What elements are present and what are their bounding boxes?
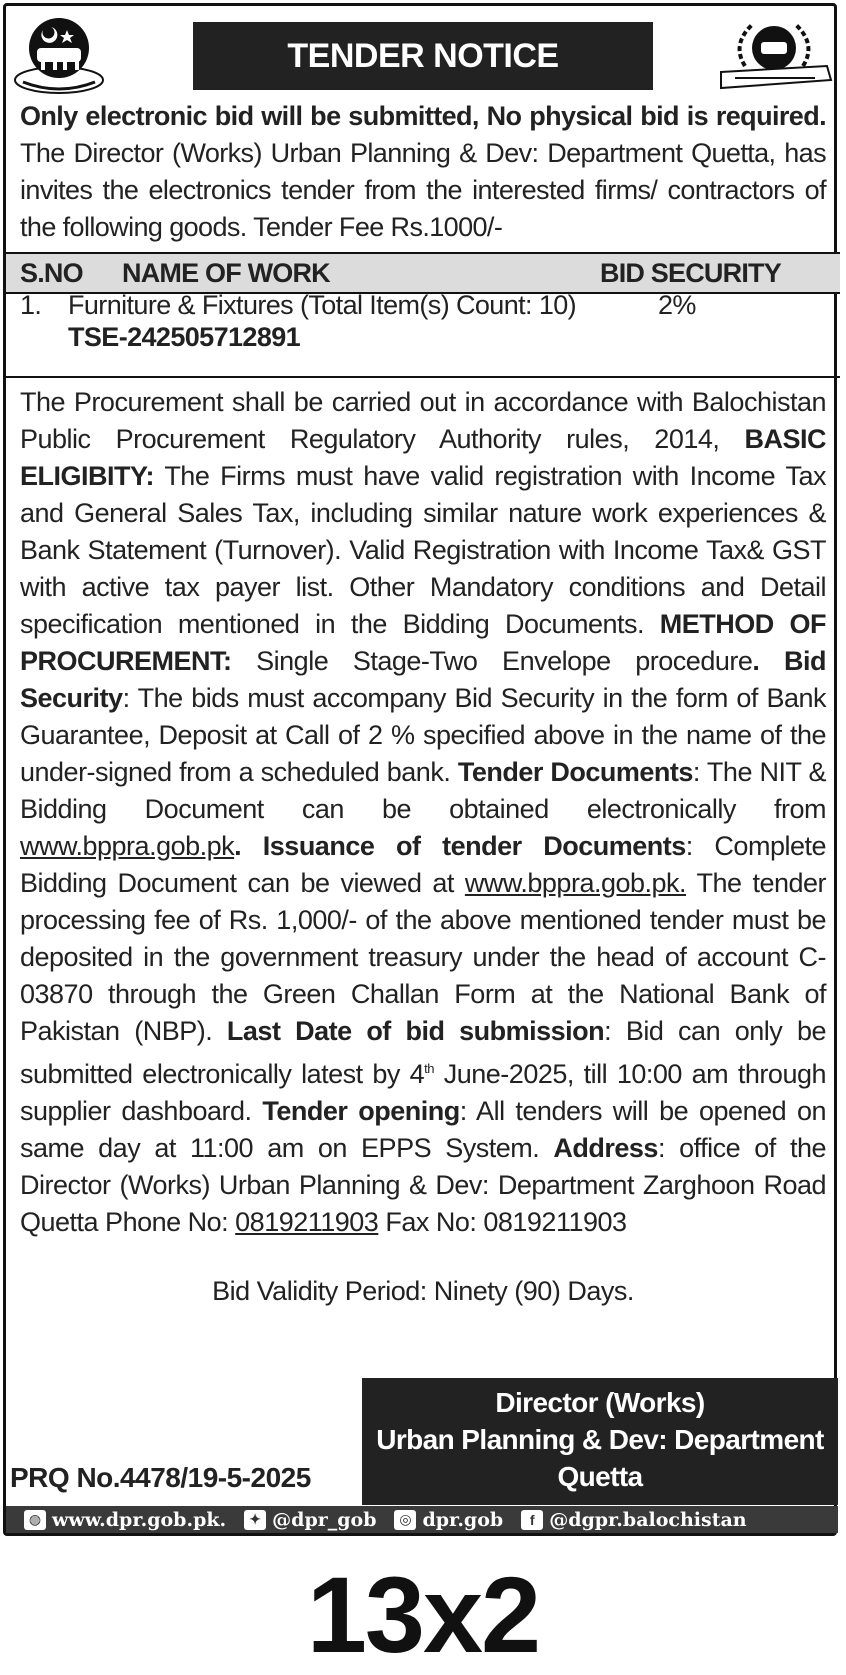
ad-size-label: 13x2 bbox=[306, 1554, 540, 1675]
dpr-logo-icon bbox=[715, 16, 833, 94]
body-intro: The Procurement shall be carried out in accordance with Balochistan Public Procurement Regulatory Authority rules, 2014, bbox=[20, 387, 826, 454]
method-label: METHOD OF PROCUREMENT: bbox=[20, 609, 826, 676]
prq-number: PRQ No.4478/19-5-2025 bbox=[10, 1462, 311, 1493]
bid-security-label: . Bid Security bbox=[20, 646, 827, 713]
globe-icon: ◍ bbox=[24, 1510, 46, 1530]
bid-security-text: : The bids must accompany Bid Security in the form of Bank Guarantee, Deposit at Call of 2 % specified above in the name of the under-signed from a scheduled bank. bbox=[20, 683, 826, 787]
intro-text: The Director (Works) Urban Planning & Dev: Department Quetta, has invites the electronics tender from the interested firms/ contractors of the following goods. Tender Fee Rs.1000/- bbox=[20, 138, 826, 242]
bppra-link[interactable]: www.bppra.gob.pk bbox=[20, 831, 235, 861]
signatory-title: Director (Works) bbox=[495, 1387, 705, 1418]
address-label: Address bbox=[553, 1133, 658, 1163]
signatory-block bbox=[362, 1378, 838, 1505]
issuance-label: . Issuance of tender Documents bbox=[234, 831, 686, 861]
footer-web-label: www.dpr.gob.pk. bbox=[52, 1508, 227, 1531]
last-date-text-2: June-2025, till 10:00 am through supplier dashboard. bbox=[20, 1059, 826, 1126]
signatory-dept: Urban Planning & Dev: Department bbox=[376, 1424, 824, 1455]
last-date-text: : Bid can only be submitted electronically latest by 4 bbox=[20, 1016, 826, 1089]
col-sno: S.NO bbox=[20, 258, 83, 288]
eligibility-label: BASIC ELIGIBITY: bbox=[20, 424, 826, 491]
row-security: 2% bbox=[658, 290, 696, 320]
twitter-icon: ✦ bbox=[244, 1510, 266, 1530]
footer-twitter[interactable] bbox=[244, 1509, 376, 1531]
issuance-text: : Complete Bidding Document can be viewed at bbox=[20, 831, 826, 898]
footer-web[interactable] bbox=[24, 1509, 226, 1531]
tender-docs-label: Tender Documents bbox=[457, 757, 693, 787]
row-sno: 1. bbox=[20, 290, 42, 320]
row-name: Furniture & Fixtures (Total Item(s) Count: 10) bbox=[68, 290, 577, 320]
notice-body bbox=[20, 384, 826, 1241]
bid-validity: Bid Validity Period: Ninety (90) Days. bbox=[212, 1276, 634, 1306]
facebook-icon: f bbox=[521, 1510, 543, 1530]
instagram-icon: ◎ bbox=[394, 1510, 416, 1530]
table-row bbox=[6, 290, 840, 378]
footer-bar bbox=[6, 1506, 838, 1533]
footer-instagram-label: dpr.gob bbox=[422, 1508, 504, 1531]
method-text: Single Stage-Two Envelope procedure bbox=[231, 646, 753, 676]
govt-emblem-icon bbox=[13, 16, 105, 96]
row-ref: TSE-242505712891 bbox=[68, 322, 301, 352]
page-title: TENDER NOTICE bbox=[193, 22, 653, 90]
opening-text: : All tenders will be opened on same day at 11:00 am on EPPS System. bbox=[20, 1096, 826, 1163]
footer-facebook-label: @dgpr.balochistan bbox=[549, 1508, 747, 1531]
fax-number: Fax No: 0819211903 bbox=[378, 1207, 627, 1237]
last-date-label: Last Date of bid submission bbox=[226, 1016, 605, 1046]
intro-paragraph bbox=[20, 98, 826, 246]
date-suffix: th bbox=[424, 1061, 435, 1076]
footer-instagram[interactable] bbox=[394, 1509, 503, 1531]
col-name-of-work: NAME OF WORK bbox=[122, 258, 330, 288]
bppra-link-2[interactable]: www.bppra.gob.pk. bbox=[464, 868, 687, 898]
address-text: : office of the Director (Works) Urban Planning & Dev: Department Zarghoon Road Quetta Phone No: bbox=[20, 1133, 826, 1237]
phone-number[interactable]: 0819211903 bbox=[235, 1207, 379, 1237]
signatory-city: Quetta bbox=[557, 1461, 643, 1492]
opening-label: Tender opening bbox=[262, 1096, 460, 1126]
table-header bbox=[6, 252, 840, 294]
tender-docs-text: : The NIT & Bidding Document can be obtained electronically from bbox=[20, 757, 826, 824]
col-bid-security: BID SECURITY bbox=[600, 258, 781, 288]
footer-twitter-label: @dpr_gob bbox=[272, 1508, 377, 1531]
eligibility-text: The Firms must have valid registration with Income Tax and General Sales Tax, including similar nature work experiences & Bank Statement (Turnover). Valid Registration with Income Tax& GST with active tax payer list. Other Mandatory conditions and Detail specification mentioned in the Bidding Documents. bbox=[20, 461, 826, 639]
intro-bold: Only electronic bid will be submitted, No physical bid is required. bbox=[20, 101, 826, 131]
fee-text: The tender processing fee of Rs. 1,000/- of the above mentioned tender must be deposited in the government treasury under the head of account C-03870 through the Green Challan Form at the National Bank of Pakistan (NBP). bbox=[20, 868, 826, 1046]
footer-facebook[interactable] bbox=[521, 1509, 746, 1531]
